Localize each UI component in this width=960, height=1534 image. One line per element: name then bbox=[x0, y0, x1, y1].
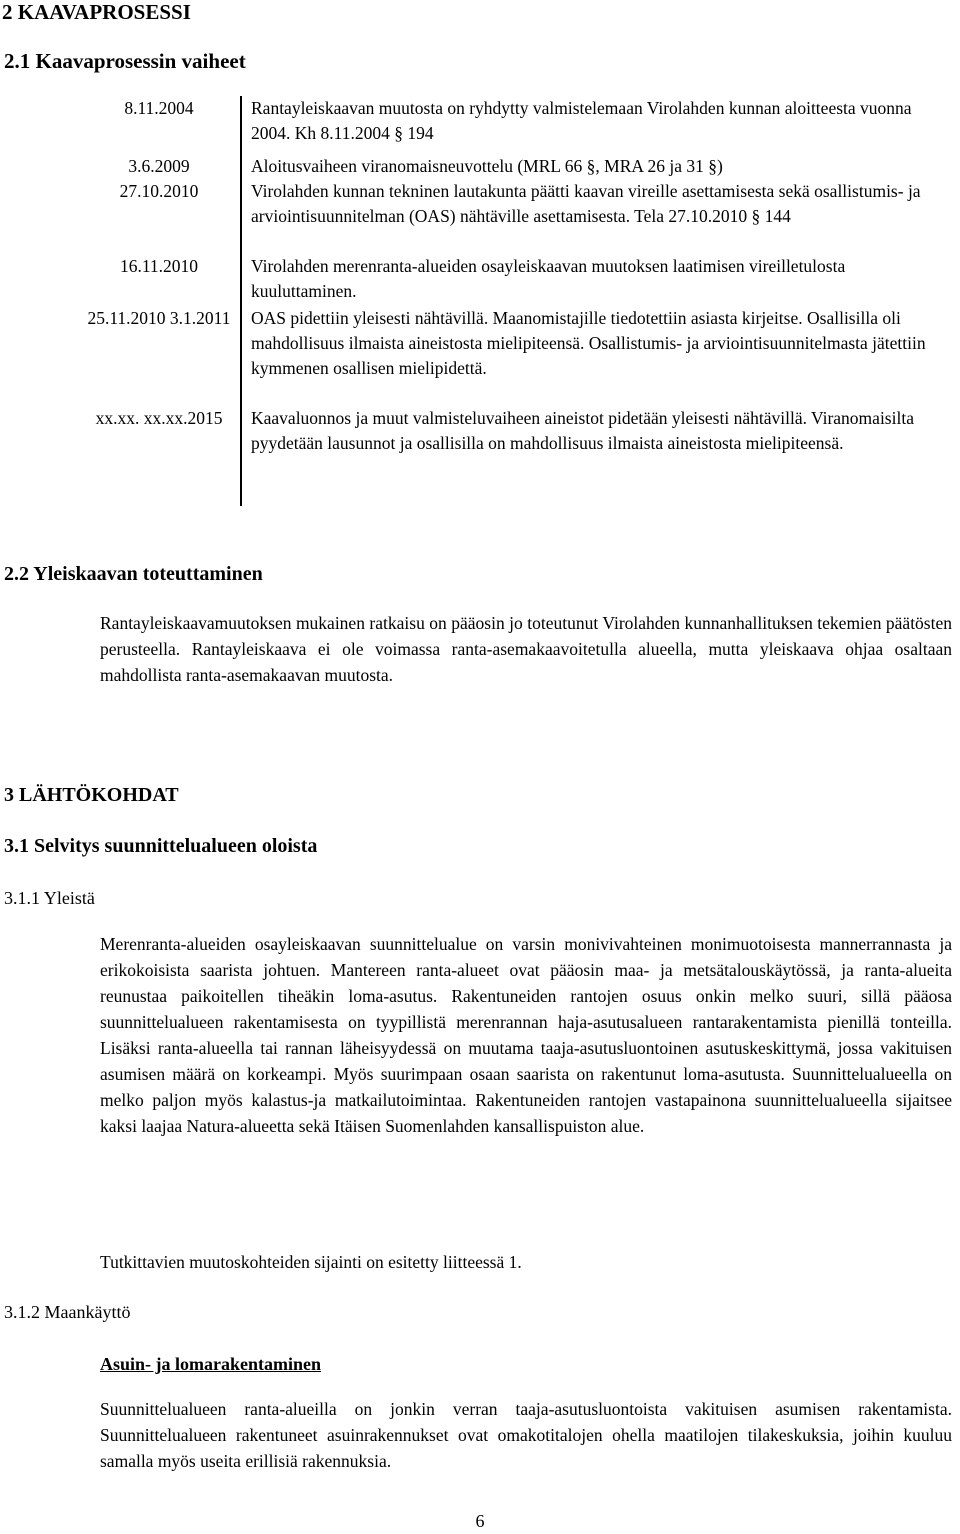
schedule-divider bbox=[240, 96, 242, 506]
section-heading-3-1-2: 3.1.2 Maankäyttö bbox=[4, 1302, 131, 1322]
schedule-date: 27.10.2010 bbox=[119, 181, 199, 201]
schedule-date: 3.6.2009 bbox=[128, 156, 190, 176]
paragraph-toteuttaminen: Rantayleiskaavamuutoksen mukainen ratkaisu on pääosin jo toteutunut Virolahden kunnanhallituksen tekemien päätösten perusteella. Rantayleiskaava ei ole voimassa ranta-asemakaavoitetulla alueella, mutta yleiskaava ohjaa osaltaan mahdollista ranta-asemakaavan muutosta. bbox=[100, 613, 952, 685]
schedule-date: xx.xx. xx.xx.2015 bbox=[95, 408, 223, 428]
paragraph-yleista: Merenranta-alueiden osayleiskaavan suunnittelualue on varsin monivivahteinen monimuotoisesta mannerrannasta ja erikokoisista saarista johtuen. Mantereen ranta-alueet ovat pääosin maa- ja metsätalouskäytössä, ja ranta-alueita reunustaa paikoitellen tiheäkin loma-asutus. Rakentuneiden rantojen osuus onkin melko suuri, sillä pääosa suunnittelualueen rakentamisesta on tyypillistä merenrannan haja-asutusalueen rantarakentamista pienillä tonteilla. Lisäksi ranta-alueella tai rannan läheisyydessä on muutama taaja-asutusluontoinen asutuskeskittymä, jossa vakituisen asumisen määrä on korkeampi. Myös suurimpaan osaan saarista on rakentunut loma-asutusta. Suunnittelualueella on melko paljon myös kalastus-ja matkailutoimintaa. Rakentuneiden rantojen vastapainona suunnittelualueella sijaitsee kaksi laajaa Natura-alueetta sekä Itäisen Suomenlahden kansallispuiston alue. bbox=[100, 934, 952, 1136]
chapter-heading-3: 3 LÄHTÖKOHDAT bbox=[4, 784, 179, 806]
schedule-text: Aloitusvaiheen viranomaisneuvottelu (MRL 66 §, MRA 26 ja 31 §) bbox=[251, 156, 723, 176]
section-heading-3-1-1: 3.1.1 Yleistä bbox=[4, 888, 95, 908]
schedule-text: Rantayleiskaavan muutosta on ryhdytty valmistelemaan Virolahden kunnan aloitteesta vuonna 2004. Kh 8.11.2004 § 194 bbox=[251, 98, 912, 143]
schedule-text: Kaavaluonnos ja muut valmisteluvaiheen aineistot pidetään yleisesti nähtävillä. Viranomaisilta pyydetään lausunnot ja osallisilla on mahdollisuus ilmaista aineistosta mielipiteensä. bbox=[251, 408, 914, 453]
paragraph-liite: Tutkittavien muutoskohteiden sijainti on esitetty liitteessä 1. bbox=[100, 1252, 522, 1272]
page-number: 6 bbox=[475, 1511, 485, 1531]
schedule-date: 16.11.2010 bbox=[119, 256, 199, 276]
section-heading-2-2: 2.2 Yleiskaavan toteuttaminen bbox=[4, 563, 263, 585]
schedule-text: Virolahden kunnan tekninen lautakunta päätti kaavan vireille asettamisesta sekä osallistumis- ja arviointisuunnitelman (OAS) nähtäville asettamisesta. Tela 27.10.2010 § 144 bbox=[251, 181, 921, 226]
schedule-text: Virolahden merenranta-alueiden osayleiskaavan muutoksen laatimisen vireilletulosta kuuluttaminen. bbox=[251, 256, 846, 301]
paragraph-asuin: Suunnittelualueen ranta-alueilla on jonkin verran taaja-asutusluontoista vakituisen asumisen rakentamista. Suunnittelualueen rakentuneet asuinrakennukset ovat omakotitalojen ohella maatilojen tilakeskuksia, joihin kuuluu samalla myös useita erillisiä rakennuksia. bbox=[100, 1399, 952, 1471]
section-heading-3-1: 3.1 Selvitys suunnittelualueen oloista bbox=[4, 835, 318, 857]
schedule-date: 25.11.2010 3.1.2011 bbox=[87, 308, 231, 328]
subheading-asuin: Asuin- ja lomarakentaminen bbox=[100, 1354, 322, 1374]
schedule-date: 8.11.2004 bbox=[124, 98, 194, 118]
chapter-heading: 2 KAAVAPROSESSI bbox=[2, 0, 191, 24]
section-heading-2-1: 2.1 Kaavaprosessin vaiheet bbox=[4, 49, 246, 73]
schedule-text: OAS pidettiin yleisesti nähtävillä. Maanomistajille tiedotettiin asiasta kirjeitse. Osallisilla oli mahdollisuus ilmaista aineistosta mielipiteensä. Osallistumis- ja arviointisuunnitelmasta jätettiin kymmenen osallisen mielipidettä. bbox=[251, 308, 926, 378]
